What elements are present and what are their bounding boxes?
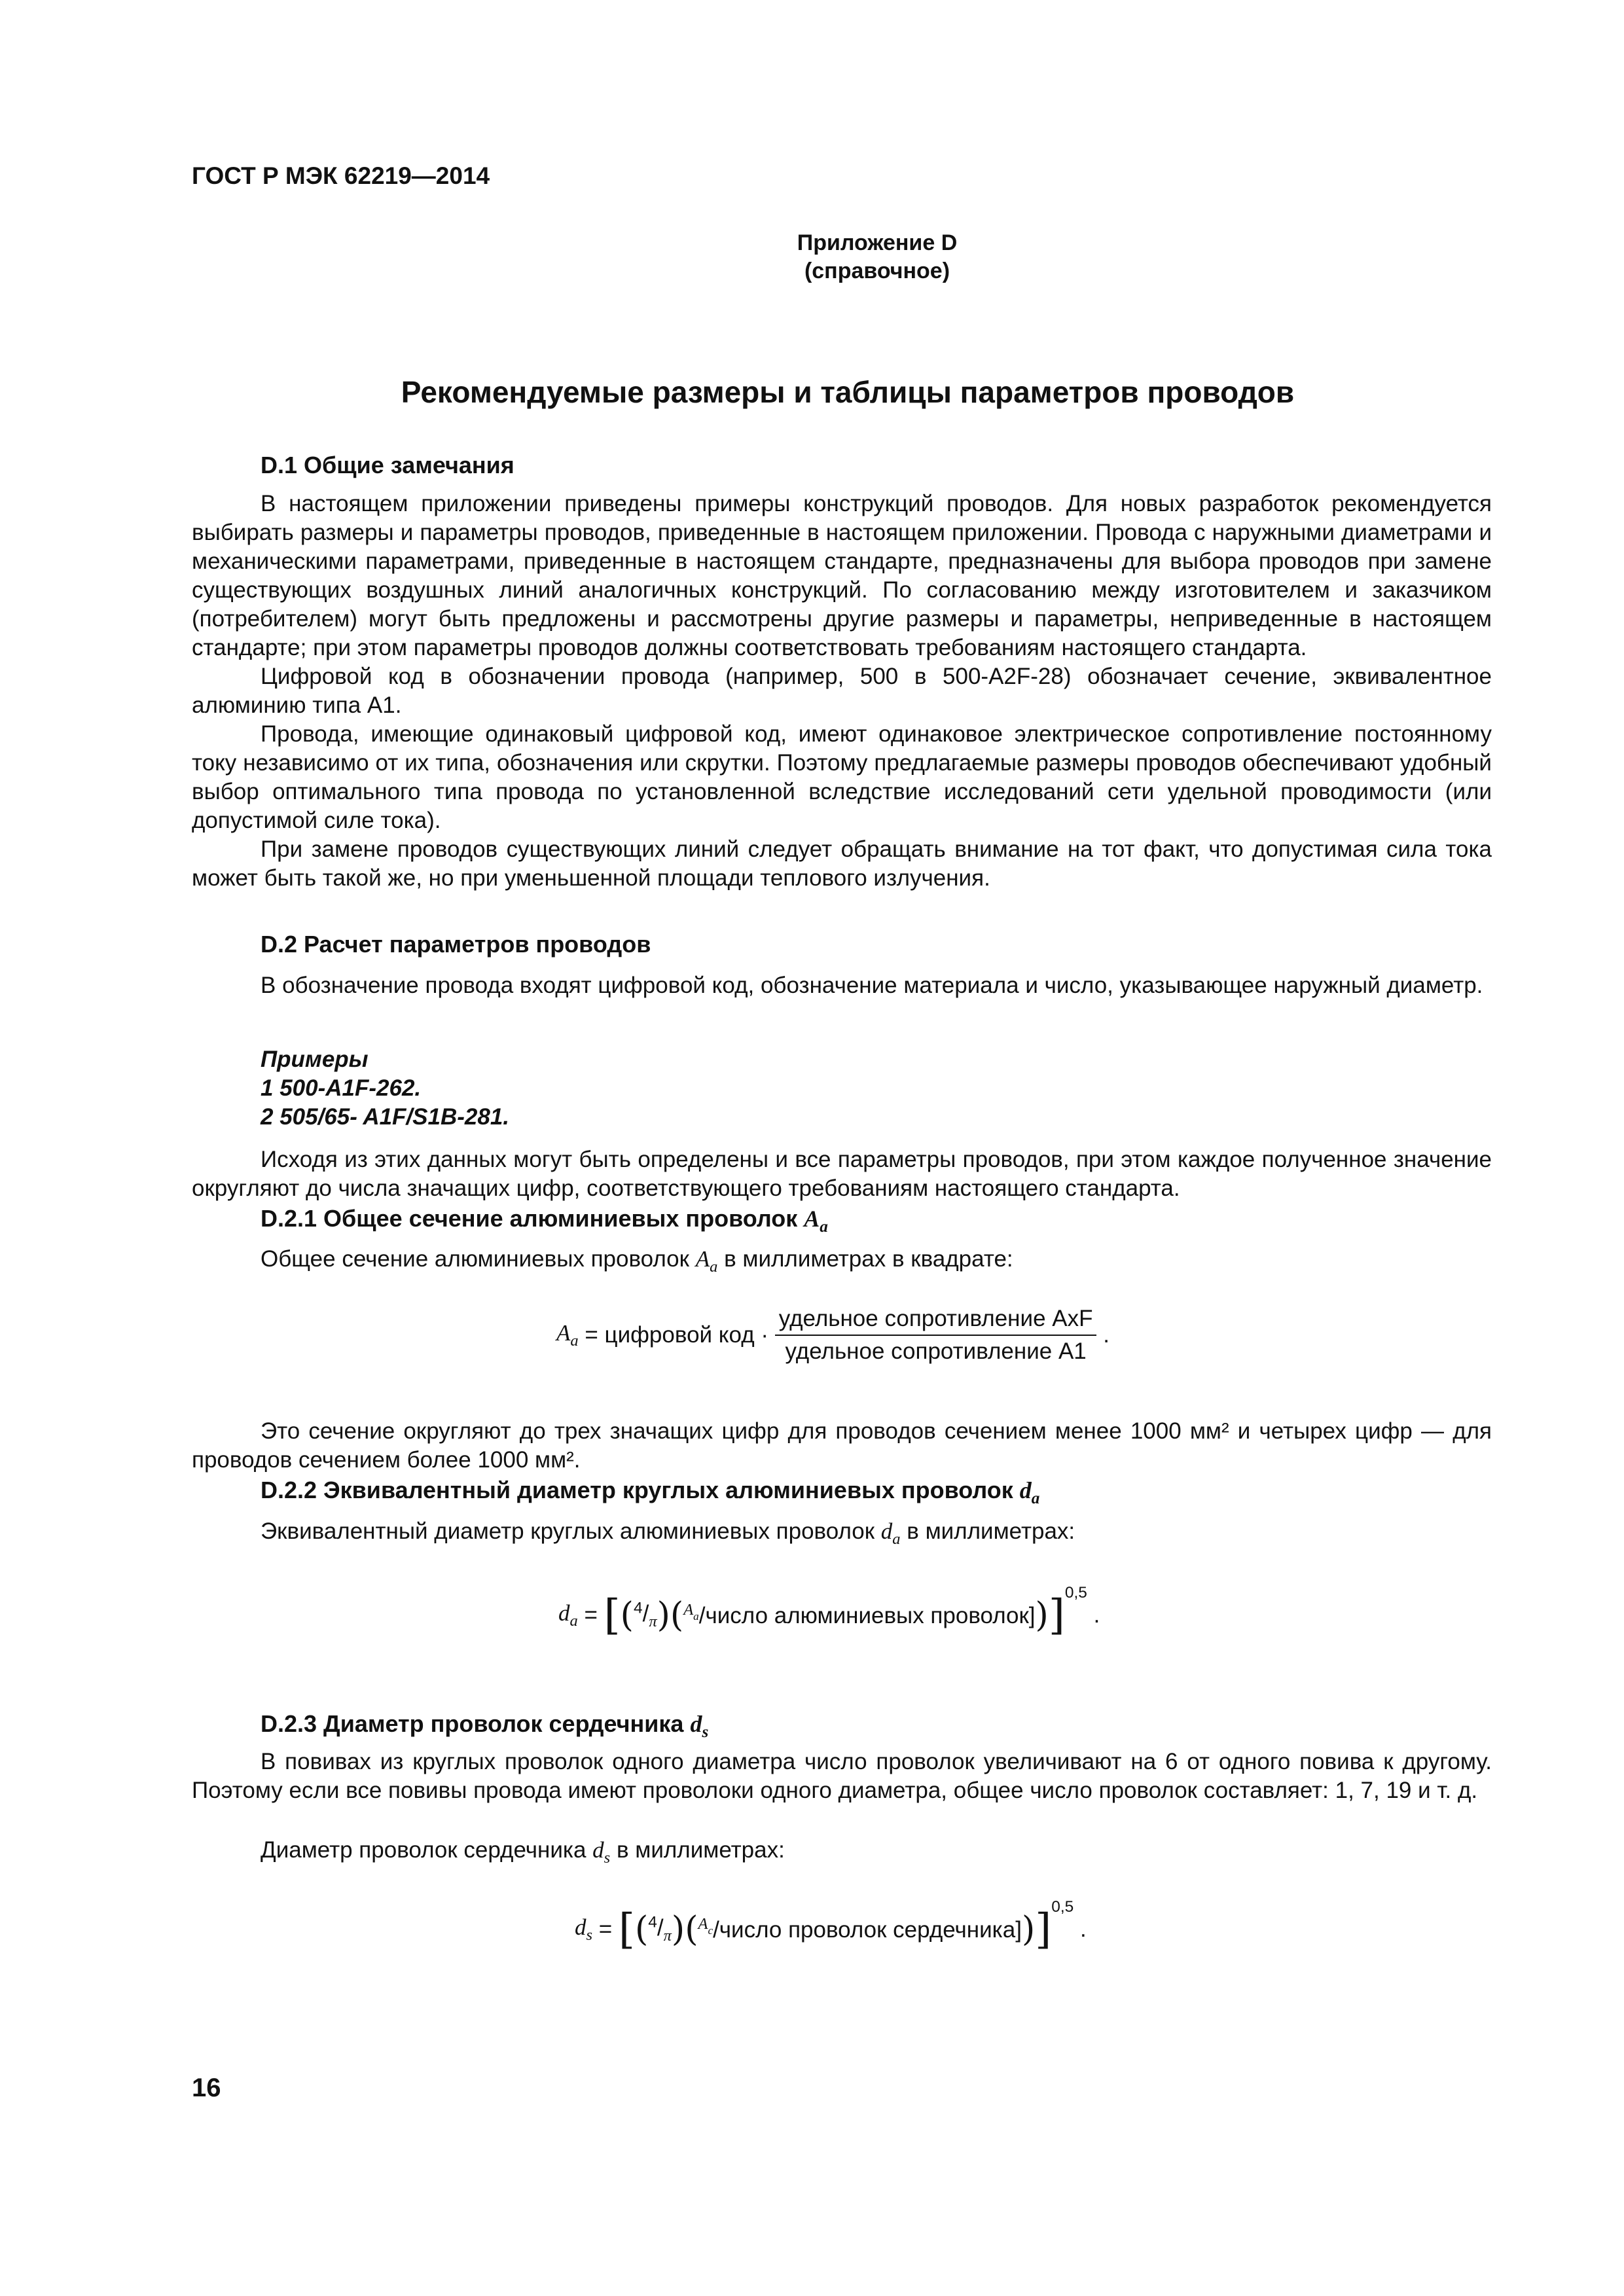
section-heading-d1: D.1 Общие замечания <box>261 452 514 478</box>
section-d2-body <box>192 1145 1492 1203</box>
paragraph: Цифровой код в обозначении провода (например, 500 в 500-A2F-28) обозначает сечение, эквивалентное алюминию типа А1. <box>192 664 1492 718</box>
formula-wire-diameter: $d_a$ = [$(^4/_\pi)(^{A_a}$/число алюминиевых проволок])]$^{0,5}$ . <box>558 1584 1100 1640</box>
section-heading-d2: D.2 Расчет параметров проводов <box>261 931 651 958</box>
appendix-label: Приложение D <box>797 230 958 255</box>
heading-symbol: $d_s$ <box>690 1711 709 1741</box>
page-number: 16 <box>192 2073 221 2102</box>
paragraph: В настоящем приложении приведены примеры конструкций проводов. Для новых разработок рекомендуется выбирать размеры и параметры проводов, приведенные в настоящем приложении. Провода с наружными диаметрами и механическими параметрами, приведенные в настоящем стандарте, предназначены для выбора проводов при замене существующих воздушных линий аналогичных конструкций. По согласованию между изготовителем и заказчиком (потребителем) могут быть предложены и рассмотрены другие размеры и параметры, неприведенные в настоящем стандарте; при этом параметры проводов должны соответствовать требованиям настоящего стандарта. <box>192 491 1492 660</box>
appendix-type: (справочное) <box>804 259 950 283</box>
document-header: ГОСТ Р МЭК 62219—2014 <box>192 162 490 189</box>
definition-line: Общее сечение алюминиевых проволок $A_a$ в миллиметрах в квадрате: <box>261 1246 1013 1276</box>
paragraph: В обозначение провода входят цифровой код, обозначение материала и число, указывающее наружный диаметр. <box>261 973 1483 998</box>
examples-label: Примеры <box>261 1047 369 1072</box>
heading-text: D.2.3 Диаметр проволок сердечника <box>261 1710 684 1737</box>
paragraph: Исходя из этих данных могут быть определены и все параметры проводов, при этом каждое полученное значение округляют до числа значащих цифр, соответствующего требованиям настоящего стандарта. <box>192 1147 1492 1201</box>
paragraph: При замене проводов существующих линий следует обращать внимание на тот факт, что допустимая сила тока может быть такой же, но при уменьшенной площади теплового излучения. <box>192 836 1492 891</box>
paragraph: Это сечение округляют до трех значащих цифр для проводов сечением менее 1000 мм² и четырех цифр — для проводов сечением более 1000 мм². <box>192 1418 1492 1473</box>
section-heading-d22 <box>261 1477 1039 1508</box>
heading-text: D.2.2 Эквивалентный диаметр круглых алюминиевых проволок <box>261 1477 1013 1503</box>
fraction: $\frac{\text{удельное сопротивление AxF}}{\text{удельное сопротивление А1}}$ <box>775 1306 1097 1365</box>
heading-symbol: $d_a$ <box>1019 1477 1040 1507</box>
section-d23-body <box>192 1748 1492 1805</box>
paragraph: В повивах из круглых проволок одного диаметра число проволок увеличивают на 6 от одного повива к другому. Поэтому если все повивы провода имеют проволоки одного диаметра, общее число проволок составляет: 1, 7, 19 и т. д. <box>192 1749 1492 1803</box>
heading-text: D.2.1 Общее сечение алюминиевых проволок <box>261 1205 798 1232</box>
paragraph: Провода, имеющие одинаковый цифровой код, имеют одинаковое электрическое сопротивление постоянному току независимо от их типа, обозначения или скрутки. Поэтому предлагаемые размеры проводов обеспечивают удобный выбор оптимального типа провода по установленной вследствие исследований сети удельной проводимости (или допустимой силе тока). <box>192 721 1492 833</box>
definition-line: Диаметр проволок сердечника $d_s$ в миллиметрах: <box>261 1837 785 1867</box>
example-item: 1 500-A1F-262. <box>261 1075 422 1101</box>
formula-area: $A_a$ = цифровой код · $\frac{\text{удельное сопротивление AxF}}{\text{удельное сопротивление А1}}$ . <box>556 1306 1110 1364</box>
section-heading-d23 <box>261 1710 708 1742</box>
heading-symbol: $A_a$ <box>804 1206 828 1236</box>
formula-core-diameter: $d_s$ = [$(^4/_\pi)(^{A_c}$/число проволок сердечника])]$^{0,5}$ . <box>575 1898 1087 1954</box>
definition-line: Эквивалентный диаметр круглых алюминиевых проволок $d_a$ в миллиметрах: <box>261 1518 1075 1548</box>
example-item: 2 505/65- A1F/S1B-281. <box>261 1104 510 1130</box>
section-heading-d21 <box>261 1205 828 1236</box>
section-d1-body <box>192 490 1492 893</box>
examples-block <box>261 1045 509 1132</box>
section-d21-note <box>192 1417 1492 1475</box>
section-d2-intro <box>192 971 1492 1000</box>
appendix-title: Рекомендуемые размеры и таблицы параметров проводов <box>401 375 1295 409</box>
